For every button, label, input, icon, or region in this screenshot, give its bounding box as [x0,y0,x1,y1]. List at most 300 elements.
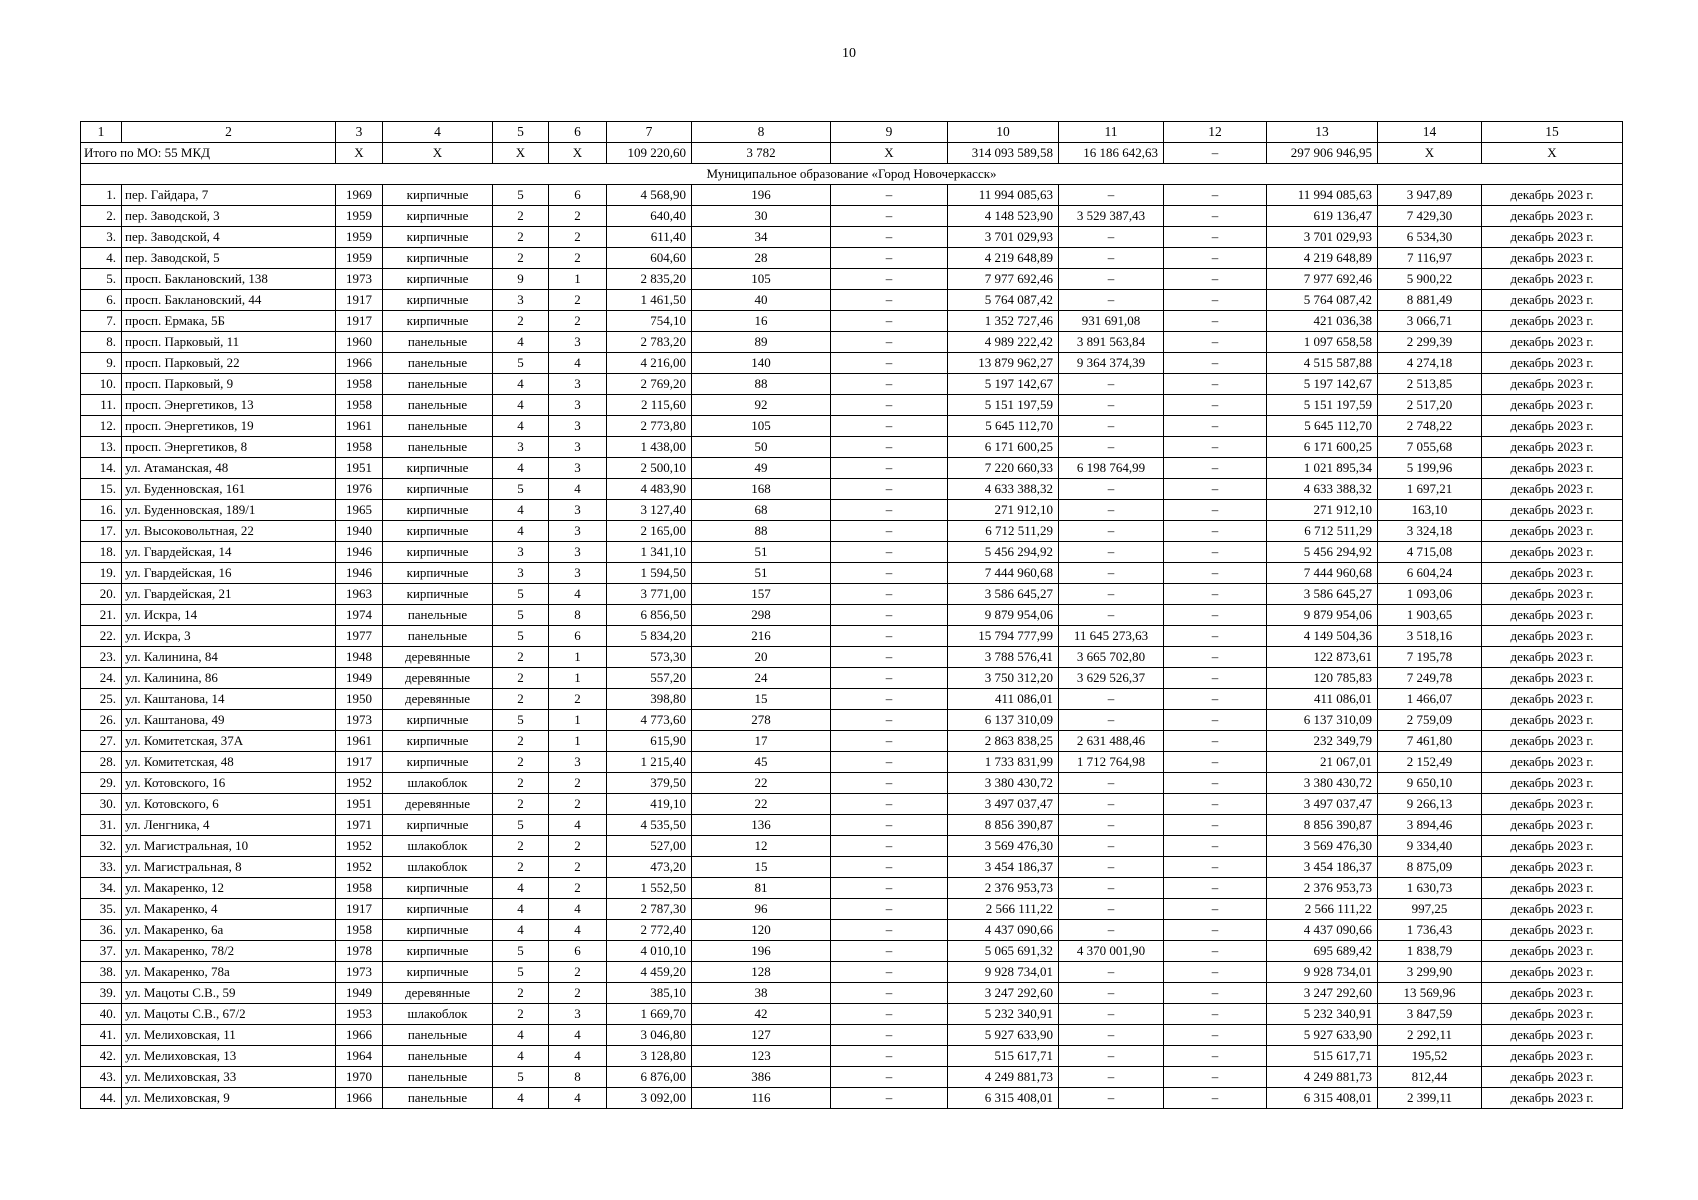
floors: 2 [493,248,549,269]
cell-12: – [1164,1088,1267,1109]
cell-9: – [831,878,948,899]
year-built: 1952 [336,857,383,878]
wall-material: кирпичные [383,962,493,983]
row-number: 24. [81,668,122,689]
residents: 20 [692,647,831,668]
address: ул. Магистральная, 10 [122,836,336,857]
entrances: 3 [549,332,607,353]
total-cost: 8 856 390,87 [948,815,1059,836]
residents: 88 [692,374,831,395]
cell-13: 695 689,42 [1267,941,1378,962]
row-number: 20. [81,584,122,605]
cell-13: 1 021 895,34 [1267,458,1378,479]
cell-11: 2 631 488,46 [1059,731,1164,752]
table-row [81,689,1623,710]
cell-13: 2 376 953,73 [1267,878,1378,899]
wall-material: кирпичные [383,311,493,332]
wall-material: деревянные [383,647,493,668]
wall-material: кирпичные [383,941,493,962]
wall-material: кирпичные [383,731,493,752]
year-built: 1958 [336,920,383,941]
cell-13: 21 067,01 [1267,752,1378,773]
year-built: 1917 [336,752,383,773]
cell-11: – [1059,1067,1164,1088]
table-row [81,353,1623,374]
completion-date: декабрь 2023 г. [1482,437,1623,458]
floors: 4 [493,521,549,542]
address: ул. Мелиховская, 33 [122,1067,336,1088]
address: просп. Баклановский, 44 [122,290,336,311]
cell-13: 122 873,61 [1267,647,1378,668]
row-number: 3. [81,227,122,248]
cell-12: – [1164,920,1267,941]
year-built: 1976 [336,479,383,500]
total-cost: 6 712 511,29 [948,521,1059,542]
residents: 51 [692,542,831,563]
row-number: 17. [81,521,122,542]
cell-9: – [831,248,948,269]
floors: 5 [493,626,549,647]
wall-material: кирпичные [383,227,493,248]
completion-date: декабрь 2023 г. [1482,983,1623,1004]
floors: 3 [493,437,549,458]
address: ул. Каштанова, 49 [122,710,336,731]
area: 557,20 [607,668,692,689]
cell-9: – [831,563,948,584]
residents: 168 [692,479,831,500]
cell-12: – [1164,248,1267,269]
table-row [81,878,1623,899]
row-number: 22. [81,626,122,647]
cell-12: – [1164,290,1267,311]
completion-date: декабрь 2023 г. [1482,962,1623,983]
completion-date: декабрь 2023 г. [1482,731,1623,752]
residents: 386 [692,1067,831,1088]
cost-per-sqm: 7 055,68 [1378,437,1482,458]
cell-12: – [1164,269,1267,290]
total-cost: 3 454 186,37 [948,857,1059,878]
residents: 136 [692,815,831,836]
completion-date: декабрь 2023 г. [1482,878,1623,899]
cell-11: – [1059,899,1164,920]
total-cost: 515 617,71 [948,1046,1059,1067]
floors: 2 [493,857,549,878]
completion-date: декабрь 2023 г. [1482,374,1623,395]
area: 754,10 [607,311,692,332]
total-cost: 5 065 691,32 [948,941,1059,962]
address: ул. Мацоты С.В., 59 [122,983,336,1004]
cell-12: – [1164,626,1267,647]
floors: 2 [493,983,549,1004]
table-row [81,185,1623,206]
area: 4 535,50 [607,815,692,836]
entrances: 4 [549,584,607,605]
table-row [81,605,1623,626]
area: 3 092,00 [607,1088,692,1109]
total-cost: 7 444 960,68 [948,563,1059,584]
wall-material: кирпичные [383,290,493,311]
year-built: 1953 [336,1004,383,1025]
wall-material: деревянные [383,983,493,1004]
entrances: 2 [549,290,607,311]
cell-13: 5 764 087,42 [1267,290,1378,311]
table-row [81,899,1623,920]
area: 4 773,60 [607,710,692,731]
cell-9: – [831,962,948,983]
area: 385,10 [607,983,692,1004]
entrances: 8 [549,605,607,626]
year-built: 1951 [336,794,383,815]
total-row [81,143,1623,164]
entrances: 4 [549,920,607,941]
cell-11: – [1059,1088,1164,1109]
cost-per-sqm: 195,52 [1378,1046,1482,1067]
cell-9: – [831,542,948,563]
cell-13: 4 249 881,73 [1267,1067,1378,1088]
cell-9: – [831,794,948,815]
cell-13: 4 633 388,32 [1267,479,1378,500]
floors: 2 [493,647,549,668]
address: пер. Заводской, 5 [122,248,336,269]
area: 1 438,00 [607,437,692,458]
cell-13: 6 315 408,01 [1267,1088,1378,1109]
completion-date: декабрь 2023 г. [1482,1025,1623,1046]
address: ул. Макаренко, 78/2 [122,941,336,962]
total-cost: 3 788 576,41 [948,647,1059,668]
completion-date: декабрь 2023 г. [1482,920,1623,941]
cell-13: 9 879 954,06 [1267,605,1378,626]
cost-per-sqm: 2 517,20 [1378,395,1482,416]
floors: 4 [493,878,549,899]
wall-material: панельные [383,1025,493,1046]
cost-per-sqm: 6 604,24 [1378,563,1482,584]
floors: 4 [493,899,549,920]
year-built: 1952 [336,836,383,857]
cell-9: – [831,689,948,710]
wall-material: кирпичные [383,899,493,920]
area: 2 835,20 [607,269,692,290]
cost-per-sqm: 9 334,40 [1378,836,1482,857]
row-number: 42. [81,1046,122,1067]
area: 611,40 [607,227,692,248]
wall-material: кирпичные [383,584,493,605]
floors: 3 [493,290,549,311]
address: ул. Гвардейская, 16 [122,563,336,584]
cell-13: 9 928 734,01 [1267,962,1378,983]
row-number: 31. [81,815,122,836]
wall-material: кирпичные [383,878,493,899]
year-built: 1959 [336,248,383,269]
cell-13: 421 036,38 [1267,311,1378,332]
row-number: 1. [81,185,122,206]
entrances: 1 [549,710,607,731]
column-number: 10 [948,122,1059,143]
address: ул. Мелиховская, 9 [122,1088,336,1109]
cell-13: 3 454 186,37 [1267,857,1378,878]
year-built: 1970 [336,1067,383,1088]
cell-13: 4 149 504,36 [1267,626,1378,647]
cell-12: – [1164,899,1267,920]
cell-9: – [831,731,948,752]
cell-9: – [831,227,948,248]
area: 1 341,10 [607,542,692,563]
cell-11: – [1059,500,1164,521]
address: просп. Баклановский, 138 [122,269,336,290]
area: 398,80 [607,689,692,710]
floors: 3 [493,542,549,563]
cell-12: – [1164,710,1267,731]
area: 640,40 [607,206,692,227]
floors: 2 [493,689,549,710]
wall-material: кирпичные [383,500,493,521]
cell-12: – [1164,521,1267,542]
total-cost: 3 380 430,72 [948,773,1059,794]
cost-per-sqm: 8 881,49 [1378,290,1482,311]
cell-11: – [1059,920,1164,941]
cell-11: – [1059,227,1164,248]
cell-9: – [831,1025,948,1046]
completion-date: декабрь 2023 г. [1482,899,1623,920]
wall-material: кирпичные [383,710,493,731]
row-number: 29. [81,773,122,794]
area: 6 856,50 [607,605,692,626]
entrances: 3 [549,1004,607,1025]
cell-12: – [1164,416,1267,437]
residents: 30 [692,206,831,227]
cell-12: – [1164,836,1267,857]
area: 1 215,40 [607,752,692,773]
floors: 4 [493,1025,549,1046]
total-cost: 5 645 112,70 [948,416,1059,437]
cost-per-sqm: 2 152,49 [1378,752,1482,773]
cost-per-sqm: 6 534,30 [1378,227,1482,248]
table-row [81,983,1623,1004]
address: просп. Парковый, 22 [122,353,336,374]
table-row [81,815,1623,836]
cell-12: – [1164,668,1267,689]
table-row [81,542,1623,563]
area: 2 787,30 [607,899,692,920]
address: ул. Мелиховская, 13 [122,1046,336,1067]
total-cost: 3 569 476,30 [948,836,1059,857]
entrances: 8 [549,1067,607,1088]
cost-per-sqm: 4 274,18 [1378,353,1482,374]
row-number: 18. [81,542,122,563]
area: 2 769,20 [607,374,692,395]
cell-9: – [831,1004,948,1025]
floors: 5 [493,584,549,605]
table-row [81,1046,1623,1067]
cell-11: – [1059,395,1164,416]
cost-per-sqm: 2 759,09 [1378,710,1482,731]
cell-9: – [831,1067,948,1088]
entrances: 3 [549,395,607,416]
cell-9: – [831,773,948,794]
cell-13: 6 137 310,09 [1267,710,1378,731]
cell-11: – [1059,962,1164,983]
wall-material: панельные [383,605,493,626]
area: 527,00 [607,836,692,857]
residents: 38 [692,983,831,1004]
table-row [81,773,1623,794]
year-built: 1949 [336,668,383,689]
total-cost: 2 566 111,22 [948,899,1059,920]
cost-per-sqm: 4 715,08 [1378,542,1482,563]
total-cost: 5 927 633,90 [948,1025,1059,1046]
area: 3 127,40 [607,500,692,521]
year-built: 1973 [336,710,383,731]
cell-13: 7 977 692,46 [1267,269,1378,290]
entrances: 4 [549,899,607,920]
residents: 45 [692,752,831,773]
row-number: 33. [81,857,122,878]
completion-date: декабрь 2023 г. [1482,1088,1623,1109]
year-built: 1964 [336,1046,383,1067]
column-number: 6 [549,122,607,143]
wall-material: кирпичные [383,752,493,773]
table-row [81,920,1623,941]
cost-per-sqm: 1 093,06 [1378,584,1482,605]
area: 4 459,20 [607,962,692,983]
residents: 17 [692,731,831,752]
table-row [81,395,1623,416]
cell-9: – [831,899,948,920]
cell-11: – [1059,815,1164,836]
total-cost: 3 586 645,27 [948,584,1059,605]
residents: 51 [692,563,831,584]
table-row [81,437,1623,458]
area: 615,90 [607,731,692,752]
completion-date: декабрь 2023 г. [1482,395,1623,416]
cell-11: – [1059,374,1164,395]
cell-13: 232 349,79 [1267,731,1378,752]
area: 3 046,80 [607,1025,692,1046]
cell-13: 5 232 340,91 [1267,1004,1378,1025]
cost-per-sqm: 7 195,78 [1378,647,1482,668]
floors: 5 [493,1067,549,1088]
entrances: 2 [549,836,607,857]
cost-per-sqm: 7 429,30 [1378,206,1482,227]
cell-12: – [1164,794,1267,815]
entrances: 6 [549,941,607,962]
completion-date: декабрь 2023 г. [1482,584,1623,605]
cell-9: – [831,941,948,962]
total-cell: – [1164,143,1267,164]
completion-date: декабрь 2023 г. [1482,290,1623,311]
area: 1 669,70 [607,1004,692,1025]
residents: 22 [692,773,831,794]
cell-13: 515 617,71 [1267,1046,1378,1067]
area: 2 773,80 [607,416,692,437]
residents: 140 [692,353,831,374]
table-row [81,458,1623,479]
table-row [81,836,1623,857]
address: ул. Атаманская, 48 [122,458,336,479]
cell-11: 9 364 374,39 [1059,353,1164,374]
floors: 5 [493,941,549,962]
area: 419,10 [607,794,692,815]
cell-12: – [1164,1046,1267,1067]
row-number: 6. [81,290,122,311]
cell-12: – [1164,563,1267,584]
cell-13: 11 994 085,63 [1267,185,1378,206]
address: ул. Калинина, 84 [122,647,336,668]
entrances: 1 [549,668,607,689]
total-cell: 109 220,60 [607,143,692,164]
row-number: 8. [81,332,122,353]
completion-date: декабрь 2023 г. [1482,773,1623,794]
total-cost: 4 249 881,73 [948,1067,1059,1088]
row-number: 25. [81,689,122,710]
area: 6 876,00 [607,1067,692,1088]
cell-13: 6 712 511,29 [1267,521,1378,542]
floors: 4 [493,332,549,353]
area: 5 834,20 [607,626,692,647]
address: ул. Макаренко, 6а [122,920,336,941]
cell-11: – [1059,563,1164,584]
completion-date: декабрь 2023 г. [1482,206,1623,227]
cell-12: – [1164,647,1267,668]
total-cost: 7 977 692,46 [948,269,1059,290]
total-cost: 15 794 777,99 [948,626,1059,647]
floors: 5 [493,605,549,626]
table-row [81,1067,1623,1088]
floors: 2 [493,206,549,227]
table-row [81,710,1623,731]
cell-13: 3 586 645,27 [1267,584,1378,605]
total-cost: 411 086,01 [948,689,1059,710]
total-cost: 13 879 962,27 [948,353,1059,374]
cell-13: 5 456 294,92 [1267,542,1378,563]
cost-per-sqm: 1 466,07 [1378,689,1482,710]
area: 2 772,40 [607,920,692,941]
row-number: 36. [81,920,122,941]
cost-per-sqm: 3 947,89 [1378,185,1482,206]
year-built: 1958 [336,878,383,899]
cell-9: – [831,269,948,290]
cell-11: – [1059,437,1164,458]
cell-11: – [1059,983,1164,1004]
cell-11: – [1059,248,1164,269]
completion-date: декабрь 2023 г. [1482,710,1623,731]
area: 379,50 [607,773,692,794]
completion-date: декабрь 2023 г. [1482,185,1623,206]
area: 3 128,80 [607,1046,692,1067]
entrances: 3 [549,563,607,584]
floors: 5 [493,479,549,500]
cell-9: – [831,311,948,332]
floors: 2 [493,773,549,794]
cell-11: – [1059,773,1164,794]
floors: 2 [493,836,549,857]
cost-per-sqm: 9 650,10 [1378,773,1482,794]
area: 1 461,50 [607,290,692,311]
cell-13: 8 856 390,87 [1267,815,1378,836]
completion-date: декабрь 2023 г. [1482,857,1623,878]
year-built: 1949 [336,983,383,1004]
cell-13: 3 569 476,30 [1267,836,1378,857]
completion-date: декабрь 2023 г. [1482,521,1623,542]
column-number: 14 [1378,122,1482,143]
residents: 81 [692,878,831,899]
cell-13: 4 515 587,88 [1267,353,1378,374]
column-number: 12 [1164,122,1267,143]
cell-12: – [1164,584,1267,605]
cell-11: – [1059,710,1164,731]
address: пер. Заводской, 4 [122,227,336,248]
cell-9: – [831,437,948,458]
row-number: 28. [81,752,122,773]
